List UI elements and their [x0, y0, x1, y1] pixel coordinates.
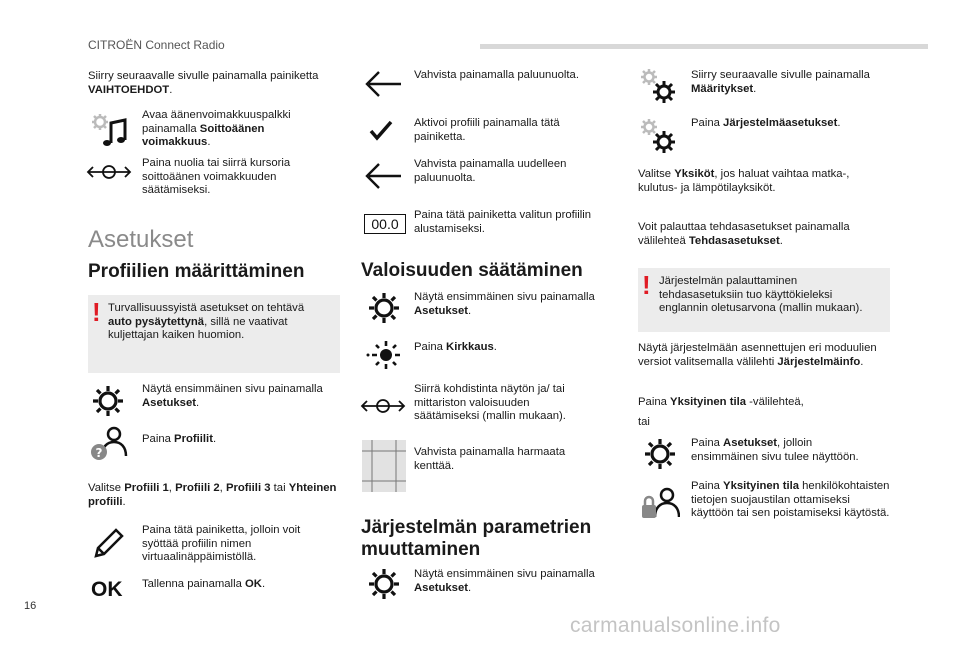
section-title-asetukset: Asetukset: [88, 226, 194, 253]
system-info-text: Näytä järjestelmään asennettujen eri moduulien versiot valitsemalla välilehti Järjestelmäinfo.: [638, 342, 877, 368]
double-gear-icon-2[interactable]: [638, 116, 678, 156]
factory-text: Voit palauttaa tehdasasetukset painamalla välilehteä Tehdasasetukset.: [638, 221, 850, 247]
check-text: Aktivoi profiili painamalla tätä painiketta.: [414, 117, 560, 143]
warning-box-factory: [638, 268, 890, 332]
music-settings-icon[interactable]: [88, 110, 128, 150]
next-page-text: Siirry seuraavalle sivulle painamalla Määritykset.: [691, 69, 870, 95]
arrows-cursor-icon[interactable]: [86, 152, 132, 192]
profiles-text: Paina Profiilit.: [142, 433, 217, 445]
brightness-text: Paina Kirkkaus.: [414, 341, 497, 353]
privacy-tab-text: Paina Yksityinen tila -välilehteä,: [638, 396, 804, 408]
settings-gear-icon-3[interactable]: [364, 564, 404, 604]
header-rule: [480, 44, 928, 49]
reset-profile-button[interactable]: 00.0: [364, 214, 406, 234]
volume-text: Avaa äänenvoimakkuuspalkki painamalla Soittoäänen voimakkuus.: [142, 109, 291, 148]
warning-exclamation-icon: !: [92, 297, 101, 327]
back-arrow-icon-1[interactable]: [364, 64, 404, 104]
checkmark-icon[interactable]: [366, 115, 396, 145]
settings-text-1: Näytä ensimmäinen sivu painamalla Asetukset.: [142, 383, 323, 409]
factory-warning-text: Järjestelmän palauttaminen tehdasasetuksiin tuo käyttökieleksi englannin oletusarvona (mallin mukaan).: [659, 275, 863, 314]
back1-text: Vahvista painamalla paluunuolta.: [414, 69, 579, 81]
privacy-lock-icon[interactable]: [640, 483, 680, 523]
warning-text: Turvallisuussyistä asetukset on tehtävä auto pysäytettynä, sillä ne vaativat kuljettajan kaiken huomion.: [108, 302, 305, 341]
back-arrow-icon-2[interactable]: [364, 156, 404, 196]
watermark: carmanualsonline.info: [570, 614, 781, 637]
edit-pencil-icon[interactable]: [88, 522, 128, 562]
page-number: 16: [24, 600, 37, 612]
warning-box-safety: [88, 295, 340, 373]
ok-icon[interactable]: OK: [91, 578, 123, 601]
back2-text: Vahvista painamalla uudelleen paluunuolta.: [414, 158, 567, 184]
arrows-text: Paina nuolia tai siirrä kursoria soittoäänen voimakkuuden säätämiseksi.: [142, 157, 291, 196]
b-settings-text: Näytä ensimmäinen sivu painamalla Asetukset.: [414, 291, 595, 317]
edit-text: Paina tätä painiketta, jolloin voit syöttää profiilin nimen virtuaalinäppäimistöllä.: [142, 524, 301, 563]
grey-text: Vahvista painamalla harmaata kenttää.: [414, 446, 566, 472]
intro-paragraph: Siirry seuraavalle sivulle painamalla painiketta VAIHTOEHDOT.: [88, 70, 319, 96]
subsection-title-system: Järjestelmän parametrien muuttaminen: [361, 517, 592, 560]
system-settings-text: Paina Järjestelmäasetukset.: [691, 117, 841, 129]
settings-gear-icon[interactable]: [88, 381, 128, 421]
slider-text: Siirrä kohdistinta näytön ja/ tai mittariston valoisuuden säätämiseksi (mallin mukaan).: [414, 383, 566, 422]
profile-question-icon[interactable]: [88, 422, 128, 462]
reset-text: Paina tätä painiketta valitun profiilin alustamiseksi.: [414, 209, 592, 235]
warning-exclamation-icon-2: !: [642, 270, 651, 300]
running-header: CITROËN Connect Radio: [88, 38, 225, 52]
subsection-title-profiles: Profiilien määrittäminen: [88, 261, 305, 282]
double-gear-icon-1[interactable]: [638, 66, 678, 106]
privacy-mode-text: Paina Yksityinen tila henkilökohtaisten tietojen suojaustilan ottamiseksi käyttöön tai sen poistamiseksi käytöstä.: [691, 480, 890, 519]
grey-field-icon[interactable]: [362, 440, 406, 492]
settings-gear-icon-4[interactable]: [640, 434, 680, 474]
brightness-icon[interactable]: [364, 335, 404, 375]
slider-cursor-icon[interactable]: [360, 386, 406, 426]
c-settings-text: Paina Asetukset, jolloin ensimmäinen sivu tulee näyttöön.: [691, 437, 859, 463]
svg-text:?: ?: [95, 446, 103, 460]
settings-gear-icon-2[interactable]: [364, 288, 404, 328]
units-text: Valitse Yksiköt, jos haluat vaihtaa matka-, kulutus- ja lämpötilayksiköt.: [638, 168, 850, 194]
choose-profile-text: Valitse Profiili 1, Profiili 2, Profiili 3 tai Yhteinen profiili.: [88, 482, 337, 508]
subsection-title-brightness: Valoisuuden säätäminen: [361, 260, 583, 281]
s-settings-text: Näytä ensimmäinen sivu painamalla Asetukset.: [414, 568, 595, 594]
or-text: tai: [638, 416, 650, 428]
ok-text: Tallenna painamalla OK.: [142, 578, 266, 590]
